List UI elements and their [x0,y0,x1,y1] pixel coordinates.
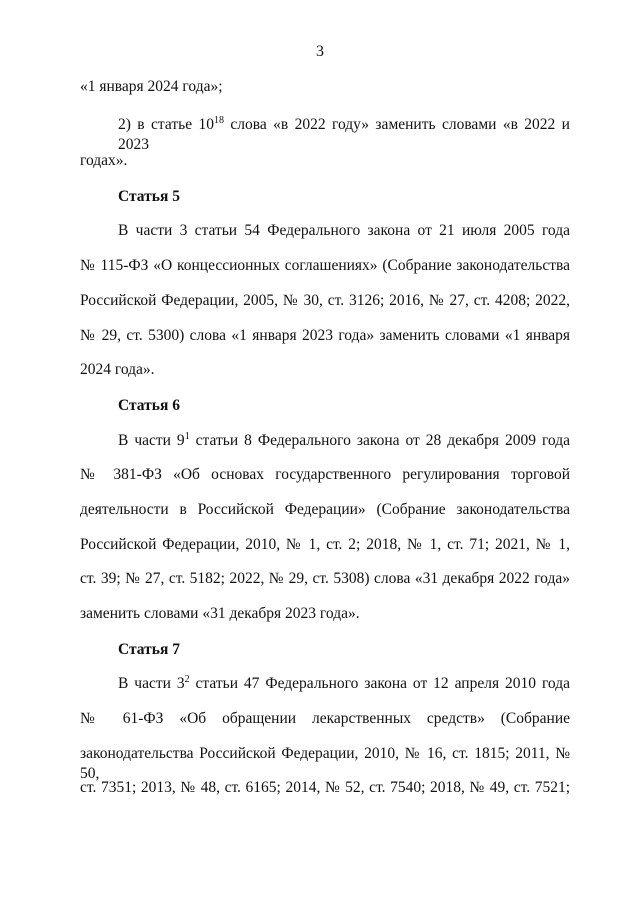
text-line: Российской Федерации, 2005, № 30, ст. 3126; 2016, № 27, ст. 4208; 2022, [80,292,570,309]
page-number: 3 [316,43,324,60]
superscript: 2 [184,674,190,685]
text-line: В части 3 статьи 54 Федерального закона от 21 июля 2005 года [118,222,570,239]
text-line: Российской Федерации, 2010, № 1, ст. 2; 2018, № 1, ст. 71; 2021, № 1, [80,536,570,553]
text-line: В части $3^2$ статьи 47 Федерального закона от 12 апреля 2010 года [118,674,570,692]
text-line: «1 января 2024 года»; [80,78,223,95]
text-line: годах». [80,152,128,169]
text-line: заменить словами «31 декабря 2023 года». [80,605,360,622]
text-line: № 115-ФЗ «О концессионных соглашениях» (Собрание законодательства [80,257,570,274]
article-heading-5: Статья 5 [118,188,180,205]
text-line: № 29, ст. 5300) слова «1 января 2023 года» заменить словами «1 января [80,327,570,344]
text-line: 2024 года». [80,361,155,378]
article-heading-6: Статья 6 [118,397,180,414]
text-line: 2) в статье $10^{18}$ слова «в 2022 году» заменить словами «в 2022 и 2023 [118,115,570,153]
text-line: ст. 39; № 27, ст. 5182; 2022, № 29, ст. 5308) слова «31 декабря 2022 года» [80,570,570,587]
text-line: В части $9^1$ статьи 8 Федерального закона от 28 декабря 2009 года [118,431,571,449]
article-heading-7: Статья 7 [118,641,180,658]
text-line: № 61-ФЗ «Об обращении лекарственных средств» (Собрание [80,710,570,727]
text-line: ст. 7351; 2013, № 48, ст. 6165; 2014, № 52, ст. 7540; 2018, № 49, ст. 7521; [80,779,570,796]
superscript: 18 [213,115,224,126]
text-line: № 381-ФЗ «Об основах государственного регулирования торговой [80,466,570,483]
superscript: 1 [184,431,190,442]
text-line: деятельности в Российской Федерации» (Собрание законодательства [80,501,570,518]
text-line: законодательства Российской Федерации, 2010, № 16, ст. 1815; 2011, № 50, [80,745,570,782]
